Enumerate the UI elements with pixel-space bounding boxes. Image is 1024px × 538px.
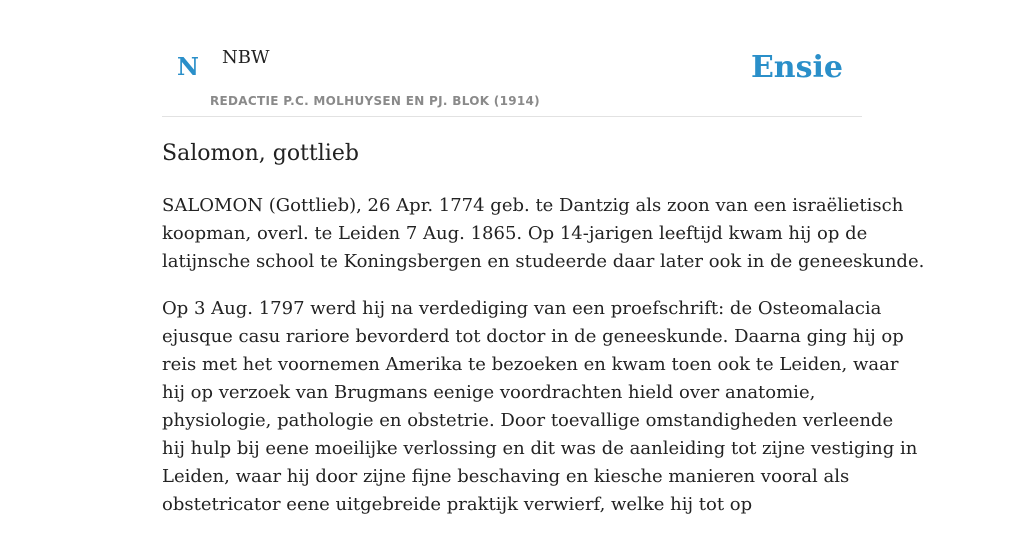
entry-title: Salomon, gottlieb [162,141,359,166]
text-line: ejusque casu rariore bevorderd tot doctor in de geneeskunde. Daarna ging hij op [162,326,904,347]
entry-header [162,0,862,117]
entry-page [162,0,925,515]
source-logo[interactable]: N [177,52,199,81]
text-line: hij hulp bij eene moeilijke verlossing en dit was de aanleiding tot zijne vestiging in [162,438,918,459]
paragraph-1 [162,192,925,276]
text-line: physiologie, pathologie en obstetrie. Door toevallige omstandigheden verleende [162,410,894,431]
text-line: Op 3 Aug. 1797 werd hij na verdediging van een proefschrift: de Osteomalacia [162,298,882,319]
paragraph-2 [162,295,918,519]
text-line: latijnsche school te Koningsbergen en studeerde daar later ook in de geneeskunde. [162,251,925,272]
brand-logo[interactable]: Ensie [750,50,843,85]
text-line: Leiden, waar hij door zijne fijne beschaving en kiesche manieren vooral als [162,466,850,487]
source-name[interactable]: NBW [222,47,270,68]
text-line: reis met het voornemen Amerika te bezoeken en kwam toen ook te Leiden, waar [162,354,899,375]
text-line: koopman, overl. te Leiden 7 Aug. 1865. Op 14-jarigen leeftijd kwam hij op de [162,223,868,244]
text-line: obstetricator eene uitgebreide praktijk verwierf, welke hij tot op [162,494,753,515]
entry-body [162,192,925,538]
text-line: hij op verzoek van Brugmans eenige voordrachten hield over anatomie, [162,382,816,403]
text-line: SALOMON (Gottlieb), 26 Apr. 1774 geb. te Dantzig als zoon van een israëlietisch [162,195,904,216]
source-editors: REDACTIE P.C. MOLHUYSEN EN PJ. BLOK (1914) [210,94,540,108]
